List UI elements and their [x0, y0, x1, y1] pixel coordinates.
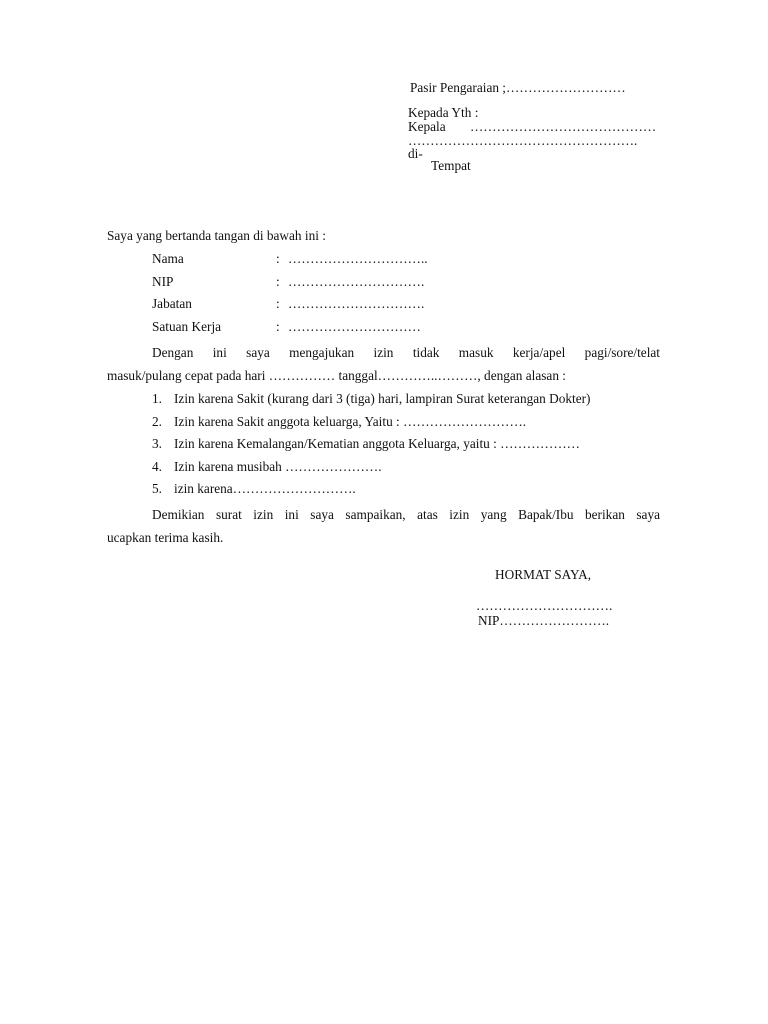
list-item-text: Izin karena Sakit (kurang dari 3 (tiga) hari, lampiran Surat keterangan Dokter)	[174, 391, 591, 406]
field-row-nip	[152, 274, 424, 290]
list-item-text: Izin karena Sakit anggota keluarga, Yaitu : ……………………….	[174, 413, 527, 429]
closing-salutation: HORMAT SAYA,	[495, 567, 592, 582]
signature-nip: NIP…………………….	[478, 613, 610, 628]
list-item-number: 5.	[152, 481, 162, 497]
field-label: NIP	[152, 274, 174, 289]
list-item-text: Izin karena Kemalangan/Kematian anggota Keluarga, yaitu : ………………	[174, 436, 580, 452]
reasons-list	[152, 391, 590, 504]
field-row-satuan-kerja	[152, 319, 421, 335]
field-colon: :	[276, 251, 280, 266]
field-value: …………………………..	[288, 251, 428, 266]
list-item	[152, 436, 590, 459]
list-item-number: 3.	[152, 436, 162, 452]
field-row-nama	[152, 251, 428, 267]
closing-paragraph-line1: Demikian surat izin ini saya sampaikan, atas izin yang Bapak/Ibu berikan saya	[152, 507, 660, 522]
list-item	[152, 414, 590, 437]
list-item-number: 4.	[152, 458, 162, 474]
intro-text: Saya yang bertanda tangan di bawah ini :	[107, 228, 326, 243]
field-colon: :	[276, 274, 280, 289]
list-item	[152, 481, 590, 504]
list-item-number: 2.	[152, 413, 162, 429]
field-label: Jabatan	[152, 296, 192, 311]
addressee-head-dots-line2: …………………………………………….	[408, 133, 638, 148]
request-paragraph-line2: masuk/pulang cepat pada hari …………… tanggal…………..………, dengan alasan :	[107, 368, 567, 383]
field-label: Satuan Kerja	[152, 319, 222, 334]
addressee-di-label: di-	[408, 146, 423, 161]
closing-paragraph-line2: ucapkan terima kasih.	[107, 530, 224, 545]
list-item	[152, 459, 590, 482]
field-value: ………………………….	[288, 296, 425, 311]
addressee-head-label: Kepala	[408, 119, 446, 134]
field-colon: :	[276, 296, 280, 311]
field-colon: :	[276, 319, 280, 334]
list-item-number: 1.	[152, 391, 162, 406]
signature-name-dots: ………………………….	[476, 598, 613, 613]
addressee-place: Tempat	[431, 158, 471, 173]
request-paragraph-line1: Dengan ini saya mengajukan izin tidak masuk kerja/apel pagi/sore/telat	[152, 345, 660, 360]
field-label: Nama	[152, 251, 184, 266]
field-value: ………………………….	[288, 274, 425, 289]
place-date-line: Pasir Pengaraian ;………………………	[410, 80, 626, 95]
list-item-text: Izin karena musibah ………………….	[174, 458, 382, 474]
field-row-jabatan	[152, 296, 424, 312]
addressee-label: Kepada Yth :	[408, 105, 479, 120]
addressee-head-dots: ……………………………………	[470, 119, 657, 134]
field-value: …………………………	[288, 319, 421, 334]
list-item-text: izin karena……………………….	[174, 481, 356, 497]
list-item	[152, 391, 590, 414]
